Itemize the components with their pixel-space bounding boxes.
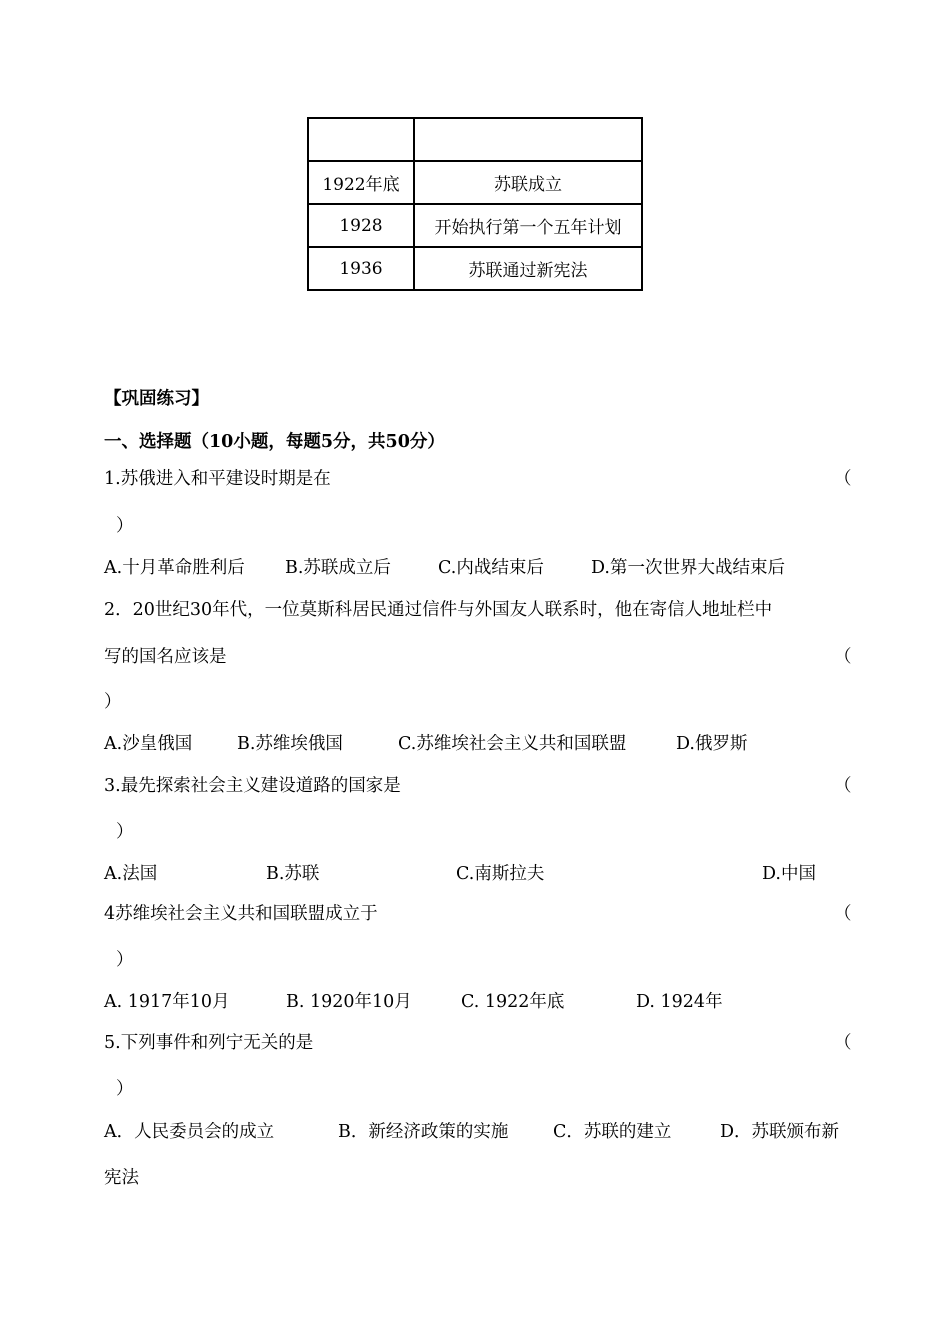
option-a: A．人民委员会的成立: [104, 1122, 275, 1142]
answer-paren-open: （: [834, 469, 852, 489]
option-d: D．苏联颁布新: [720, 1122, 840, 1142]
option-c: C.苏维埃社会主义共和国联盟: [398, 734, 627, 754]
answer-paren-close: ）: [104, 692, 122, 712]
option-a: A.十月革命胜利后: [104, 558, 245, 578]
option-d-cont: 宪法: [104, 1168, 139, 1188]
option-c: C. 1922年底: [461, 992, 565, 1012]
table-header-cell: [414, 118, 642, 161]
option-a: A.沙皇俄国: [104, 734, 193, 754]
option-b: B．新经济政策的实施: [338, 1122, 509, 1142]
option-d: D.俄罗斯: [676, 734, 748, 754]
section-title: 【巩固练习】: [104, 389, 209, 409]
question-stem-cont: 写的国名应该是: [104, 647, 227, 667]
answer-paren-close: ）: [116, 1079, 134, 1099]
table-cell-date: 1922年底: [308, 161, 414, 204]
table-cell-date: 1936: [308, 247, 414, 290]
table-header-cell: [308, 118, 414, 161]
option-b: B. 1920年10月: [286, 992, 412, 1012]
answer-paren-open: （: [834, 1033, 852, 1053]
table-header-row: [308, 118, 642, 161]
option-d: D. 1924年: [636, 992, 723, 1012]
answer-paren-open: （: [834, 647, 852, 667]
answer-paren-close: ）: [116, 516, 134, 536]
answer-paren-open: （: [834, 904, 852, 924]
question-stem: 4苏维埃社会主义共和国联盟成立于: [104, 904, 378, 924]
option-b: B.苏联成立后: [285, 558, 391, 578]
question-stem: 5.下列事件和列宁无关的是: [104, 1033, 314, 1053]
answer-paren-close: ）: [116, 822, 134, 842]
question-stem: 2．20世纪30年代，一位莫斯科居民通过信件与外国友人联系时，他在寄信人地址栏中: [104, 600, 773, 620]
option-d: D.第一次世界大战结束后: [591, 558, 785, 578]
answer-paren-open: （: [834, 776, 852, 796]
option-c: C．苏联的建立: [553, 1122, 672, 1142]
option-c: C.南斯拉夫: [456, 864, 545, 884]
table-cell-event: 苏联通过新宪法: [414, 247, 642, 290]
answer-paren-close: ）: [116, 950, 134, 970]
option-d: D.中国: [762, 864, 816, 884]
part-title: 一、选择题（10小题，每题5分，共50分）: [104, 432, 445, 452]
option-a: A. 1917年10月: [104, 992, 230, 1012]
table-cell-event: 苏联成立: [414, 161, 642, 204]
question-stem: 1.苏俄进入和平建设时期是在: [104, 469, 331, 489]
question-stem: 3.最先探索社会主义建设道路的国家是: [104, 776, 401, 796]
table-row: [308, 204, 642, 247]
table-cell-event: 开始执行第一个五年计划: [414, 204, 642, 247]
table-row: [308, 161, 642, 204]
option-a: A.法国: [104, 864, 158, 884]
option-b: B.苏维埃俄国: [237, 734, 343, 754]
option-b: B.苏联: [266, 864, 320, 884]
timeline-table: [307, 117, 643, 291]
table-row: [308, 247, 642, 290]
table-cell-date: 1928: [308, 204, 414, 247]
option-c: C.内战结束后: [438, 558, 544, 578]
